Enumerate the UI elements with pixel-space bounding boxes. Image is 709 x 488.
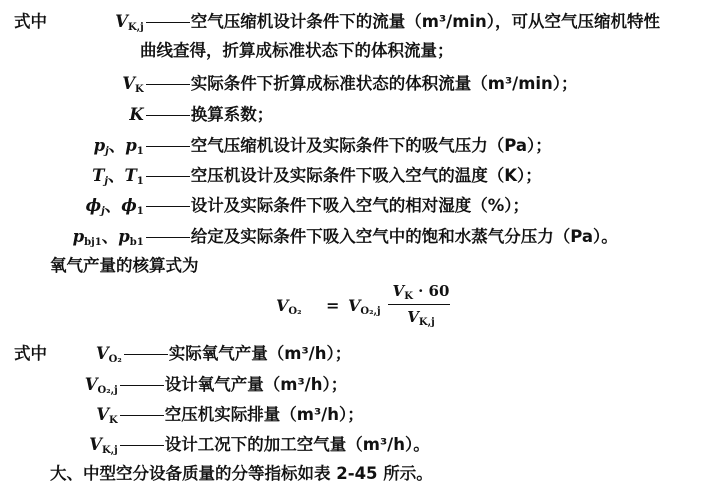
def-row-vkj2	[0, 433, 430, 463]
definition-text: 曲线查得，折算成标准状态下的体积流量；	[140, 41, 454, 60]
shizhong-label: 式中	[14, 344, 47, 363]
closing-sentence: 大、中型空分设备质量的分等指标如表 2-45 所示。	[50, 464, 433, 483]
oxygen-output-formula	[276, 282, 476, 332]
em-dash	[124, 354, 168, 355]
symbol-vo2j: $V_{O_2,j}$	[84, 375, 118, 396]
definition-text: 空气压缩机设计条件下的流量（m³/min），可从空气压缩机特性	[190, 12, 661, 31]
def-row-vkj	[0, 10, 660, 40]
em-dash	[146, 237, 190, 238]
symbol-vk: $V_K$	[96, 405, 118, 426]
def-row-vk2	[0, 403, 364, 433]
em-dash	[146, 146, 190, 147]
def-row-continuation	[140, 39, 454, 63]
symbol-phij-phi1: $\phi_j$、$\phi_1$	[85, 196, 144, 217]
em-dash	[146, 84, 190, 85]
formula-denominator: $V_{K,j}$	[407, 308, 435, 328]
definition-text: 实际条件下折算成标准状态的体积流量（m³/min）；	[190, 74, 578, 93]
definition-text: 空压机设计及实际条件下吸入空气的温度（K）；	[190, 166, 542, 185]
definition-text: 设计氧气产量（m³/h）；	[164, 375, 348, 394]
def-row-phi	[0, 194, 529, 224]
def-row-t	[0, 164, 542, 194]
em-dash	[146, 22, 190, 23]
formula-intro: 氧气产量的核算式为	[50, 256, 199, 275]
symbol-vkj: $V_{K,j}$	[89, 435, 118, 456]
symbol-pbj1-pb1: $p_{bj1}$、$p_{b1}$	[72, 227, 144, 248]
def-row-k	[0, 103, 273, 127]
symbol-tj-t1: $T_j$、$T_1$	[92, 166, 144, 187]
fraction-bar	[388, 304, 450, 305]
em-dash	[120, 415, 164, 416]
formula-rhs-factor: $V_{O_2,j}$	[348, 296, 381, 317]
shizhong-label: 式中	[14, 12, 47, 31]
symbol-pj-p1: $p_j$、$p_1$	[93, 136, 144, 157]
symbol-vo2: $V_{O_2}$	[95, 344, 122, 365]
definition-text: 设计工况下的加工空气量（m³/h）。	[164, 435, 430, 454]
em-dash	[120, 385, 164, 386]
formula-numerator: $V_K \cdot 60$	[392, 282, 450, 302]
def-row-vo2	[0, 342, 351, 372]
definition-text: 空压机实际排量（m³/h）；	[164, 405, 364, 424]
em-dash	[146, 115, 190, 116]
definition-text: 设计及实际条件下吸入空气的相对湿度（%）；	[190, 196, 530, 215]
em-dash	[146, 176, 190, 177]
symbol-k: K	[129, 105, 144, 124]
formula-lhs: $V_{O_2}$	[276, 296, 302, 317]
def-row-p	[0, 134, 552, 164]
definition-text: 空气压缩机设计及实际条件下的吸气压力（Pa）；	[190, 136, 552, 155]
def-row-pb	[0, 225, 618, 255]
em-dash	[120, 445, 164, 446]
definition-text: 给定及实际条件下吸入空气中的饱和水蒸气分压力（Pa）。	[190, 227, 618, 246]
def-row-vo2j	[0, 373, 347, 403]
symbol-vkj: $V_{K,j}$	[115, 12, 144, 33]
symbol-vk: $V_K$	[122, 74, 144, 95]
def-row-vk	[0, 72, 578, 102]
definition-text: 实际氧气产量（m³/h）；	[168, 344, 352, 363]
em-dash	[146, 206, 190, 207]
definition-text: 换算系数；	[190, 105, 274, 124]
formula-equals: =	[326, 296, 340, 315]
